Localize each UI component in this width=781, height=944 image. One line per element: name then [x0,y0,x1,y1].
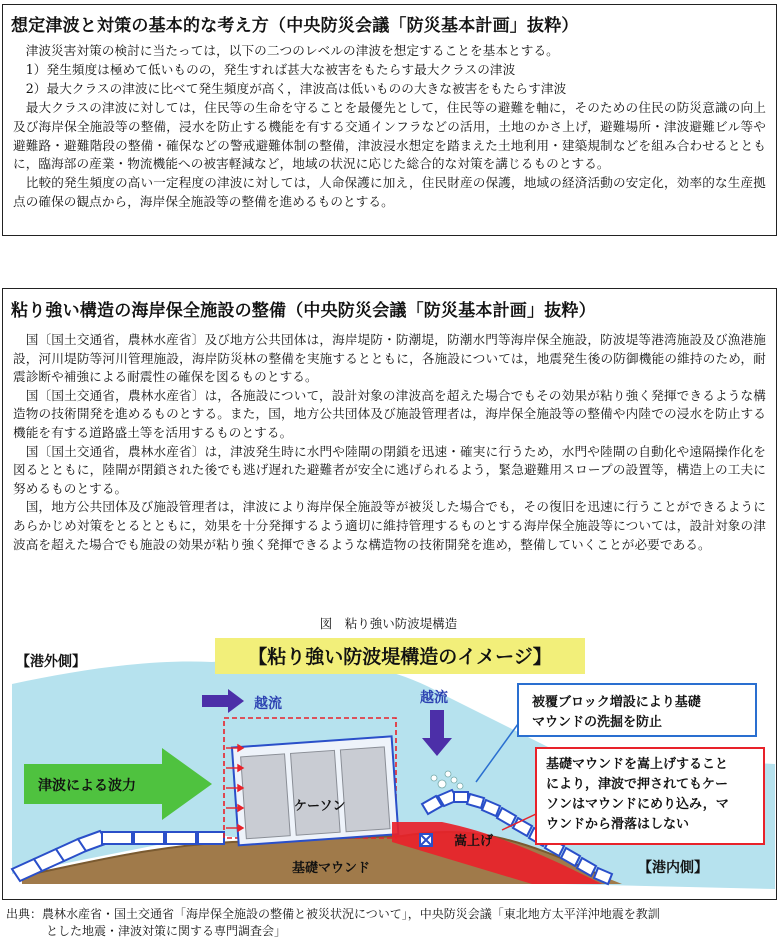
breakwater-diagram [2,614,775,898]
outer-harbor-label: 【港外側】 [16,654,86,670]
basic-policy-paragraph: 比較的発生頻度の高い一定程度の津波に対しては，人命保護に加え，住民財産の保護，地域の経済活動の安定化，効率的な生産拠点の確保の観点から，海岸保全施設等の整備を進めるものとする。 [13,175,766,210]
resilient-structure-title: 粘り強い構造の海岸保全施設の整備（中央防災会議「防災基本計画」抜粋） [11,301,596,321]
resilient-paragraph: 国〔国土交通省，農林水産省〕は，各施設について，設計対象の津波高を超えた場合でもその効果が粘り強く発揮できるような構造物の技術開発を進めるものとする。また，国，地方公共団体及び施設管理者は，海岸保全施設等の整備や内陸での浸水を防止する機能を有する道路盛土等を活用するものとする。 [13,387,766,440]
breakwater-figure [2,614,775,898]
caisson-label: ケーソン [294,799,346,814]
figure-caption: 図 粘り強い防波堤構造 [319,616,458,631]
overflow-label-1: 越流 [254,696,282,712]
basic-policy-paragraph: 2）最大クラスの津波に比べて発生頻度が高く，津波高は低いものの大きな被害をもたらす津波 [13,80,567,96]
resilient-paragraph: 国，地方公共団体及び施設管理者は，津波により海岸保全施設等が被災した場合でも，その復旧を迅速に行うことができるようにあらかじめ対策をとるとともに，効果を十分発揮するよう適切に維持管理するものとする海岸保全施設等については，設計対象の津波高を超えた場合でも施設の効果が粘り強く発揮できるような構造物の技術開発を進め，整備していくことが必要である。 [13,499,766,552]
resilient-paragraph: 国〔国土交通省，農林水産省〕及び地方公共団体は，海岸堤防・防潮堤，防潮水門等海岸保全施設，防波堤等港湾施設及び漁港施設，河川堤防等河川管理施設，海岸防災林の整備を実施するとともに，各施設については，地震発生後の防御機能の維持のため，耐震診断や補強による耐震性の確保を図るものとする。 [13,332,766,385]
basic-policy-paragraph: 1）発生頻度は極めて低いものの，発生すれば甚大な被害をもたらす最大クラスの津波 [13,61,516,77]
raise-arrows [420,834,432,846]
foundation-mound-label: 基礎マウンド [292,861,371,876]
source-line: とした地震・津波対策に関する専門調査会」 [46,924,287,938]
caisson [232,736,398,845]
basic-policy-paragraph: 津波災害対策の検討に当たっては，以下の二つのレベルの津波を想定することを基本とする。 [13,43,559,58]
basic-policy-title: 想定津波と対策の基本的な考え方（中央防災会議「防災基本計画」抜粋） [11,16,579,36]
raise-label: 嵩上げ [454,834,494,849]
wave-force-label: 津波による波力 [38,778,136,794]
source-note [6,906,776,940]
armor-callout-line: マウンドの洗掘を防止 [532,715,663,730]
raise-callout-line: 基礎マウンドを嵩上げすること [546,757,729,772]
title-banner-text: 【粘り強い防波堤構造のイメージ】 [248,646,552,668]
basic-policy-box [2,4,777,236]
resilient-paragraph: 国〔国土交通省，農林水産省〕は，津波発生時に水門や陸閘の閉鎖を迅速・確実に行うため，水門や陸閘の自動化や遠隔操作化を図るとともに，陸閘が閉鎖された後でも逃げ遅れた避難者が安全に逃げられるよう，緊急避難用スロープの設置等，構造上の工夫に努めるものとする。 [13,443,766,496]
source-line: 出典：農林水産省・国土交通省「海岸保全施設の整備と被災状況について」，中央防災会議「東北地方太平洋沖地震を教訓 [6,907,660,921]
raise-callout-line: ソンはマウンドにめり込み，マ [546,797,729,812]
raise-callout-line: により，津波で押されてもケー [546,777,729,792]
basic-policy-paragraph: 最大クラスの津波に対しては，住民等の生命を守ることを最優先として，住民等の避難を軸に，そのための住民の防災意識の向上及び海岸保全施設等の整備，浸水を防止する機能を有する交通インフラなどの活用，土地のかさ上げ，避難場所・津波避難ビル等や避難路・避難階段の整備・確保などの警戒避難体制の整備，津波浸水想定を踏まえた土地利用・建築規制などを組み合わせるとともに，臨海部の産業・物流機能への被害軽減など，地域の状況に応じた総合的な対策を講じるものとする。 [13,99,766,172]
inner-harbor-label: 【港内側】 [638,860,708,876]
overflow-label-2: 越流 [420,690,448,706]
armor-callout-line: 被覆ブロック増設により基礎 [532,695,701,710]
raise-callout-line: ウンドから滑落はしない [546,817,690,832]
